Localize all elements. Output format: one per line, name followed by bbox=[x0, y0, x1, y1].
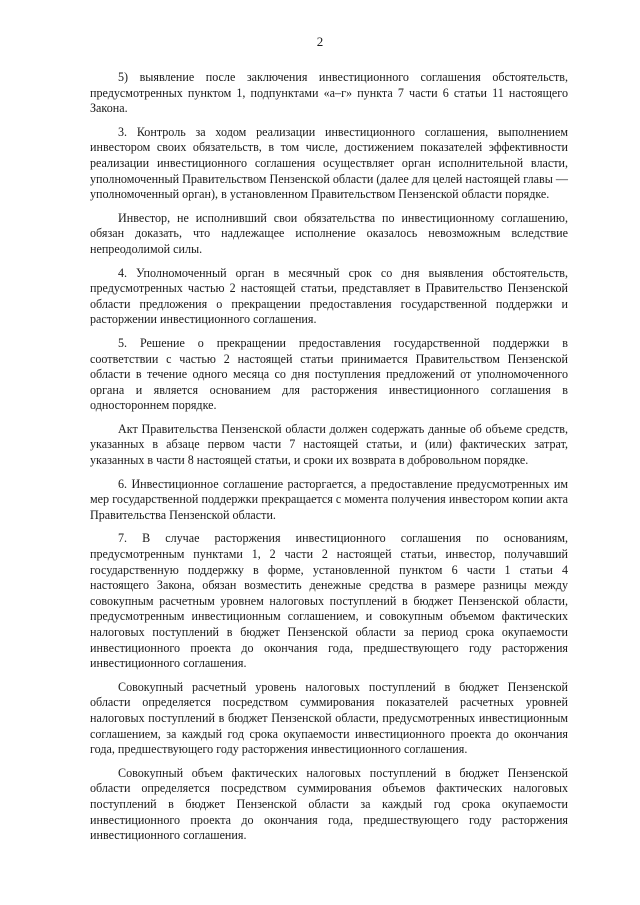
page-number: 2 bbox=[316, 34, 324, 49]
paragraph: 4. Уполномоченный орган в месячный срок со дня выявления обстоятельств, предусмотренных частью 2 настоящей статьи, представляет в Правительство Пензенской области предложения о прекращении предоставления государственной поддержки и расторжении инвестиционного соглашения. bbox=[90, 265, 568, 327]
paragraph: Акт Правительства Пензенской области должен содержать данные об объеме средств, указанных в абзаце первом части 7 настоящей статьи, и (или) фактических затрат, указанных в части 8 настоящей статьи, и сроки их возврата в добровольном порядке. bbox=[90, 421, 568, 468]
document-body bbox=[90, 70, 568, 852]
paragraph: 5) выявление после заключения инвестиционного соглашения обстоятельств, предусмотренных пунктом 1, подпунктами «а–г» пункта 7 части 6 статьи 11 настоящего Закона. bbox=[90, 70, 568, 116]
paragraph: Совокупный расчетный уровень налоговых поступлений в бюджет Пензенской области определяется посредством суммирования показателей расчетных уровней налоговых поступлений в бюджет Пензенской области, предусмотренных инвестиционным соглашением, за каждый год срока окупаемости инвестиционного проекта до окончания года, предшествующего году расторжения инвестиционного соглашения. bbox=[90, 679, 568, 757]
paragraph: 5. Решение о прекращении предоставления государственной поддержки в соответствии с частью 2 настоящей статьи принимается Правительством Пензенской области в течение одного месяца со дня поступления предложений от уполномоченного органа и является основанием для расторжения инвестиционного соглашения в одностороннем порядке. bbox=[90, 335, 568, 413]
paragraph: 7. В случае расторжения инвестиционного соглашения по основаниям, предусмотренным пунктами 1, 2 части 2 настоящей статьи, инвестор, получавший государственную поддержку в форме, установленной пунктом 6 части 1 статьи 4 настоящего Закона, обязан возместить денежные средства в размере разницы между совокупным расчетным уровнем налоговых поступлений в бюджет Пензенской области, предусмотренным инвестиционным соглашением, и совокупным объемом фактических налоговых поступлений в бюджет Пензенской области за период срока окупаемости инвестиционного проекта до окончания года, предшествующего году расторжения инвестиционного соглашения. bbox=[90, 531, 568, 671]
paragraph: Совокупный объем фактических налоговых поступлений в бюджет Пензенской области определяется посредством суммирования объемов фактических налоговых поступлений в бюджет Пензенской области за каждый год срока окупаемости инвестиционного проекта до окончания года, предшествующего году расторжения инвестиционного соглашения. bbox=[90, 765, 568, 843]
paragraph: 6. Инвестиционное соглашение расторгается, а предоставление предусмотренных им мер государственной поддержки прекращается с момента получения инвестором копии акта Правительства Пензенской области. bbox=[90, 476, 568, 522]
paragraph: Инвестор, не исполнивший свои обязательства по инвестиционному соглашению, обязан доказать, что надлежащее исполнение оказалось невозможным вследствие непреодолимой силы. bbox=[90, 210, 568, 256]
paragraph: 3. Контроль за ходом реализации инвестиционного соглашения, выполнением инвестором своих обязательств, в том числе, достижением показателей эффективности реализации инвестиционного соглашения осуществляет орган исполнительной власти, уполномоченный Правительством Пензенской области (далее для целей настоящей главы — уполномоченный орган), в установленном Правительством Пензенской области порядке. bbox=[90, 124, 568, 202]
